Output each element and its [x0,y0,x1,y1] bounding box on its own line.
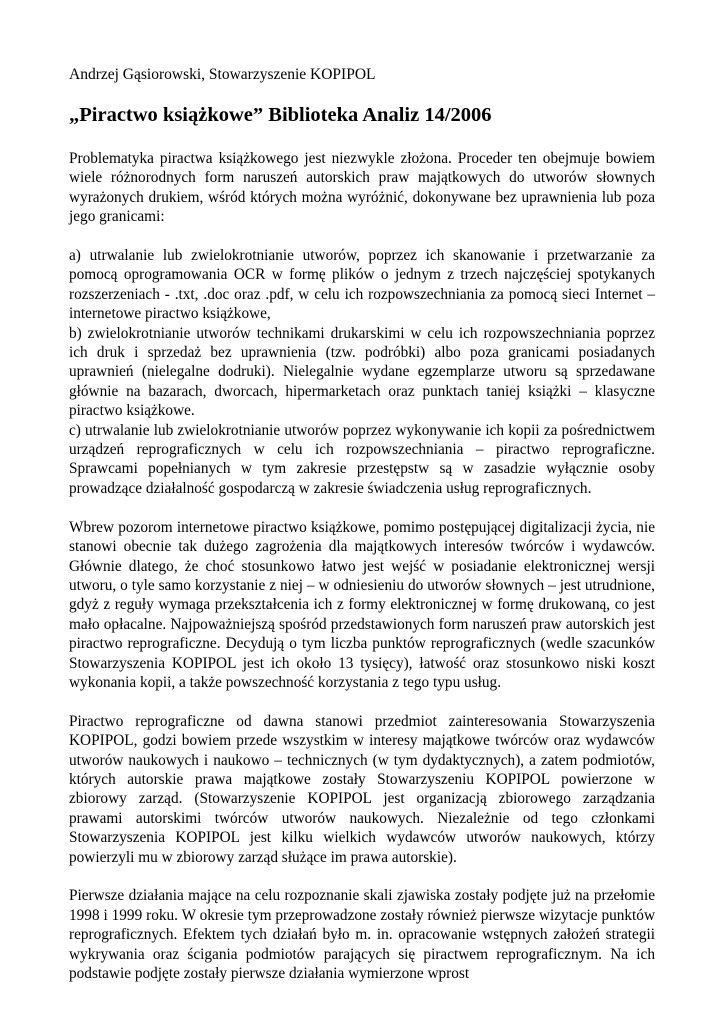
document-title: „Piractwo książkowe” Biblioteka Analiz 14/2006 [69,104,492,126]
author-line: Andrzej Gąsiorowski, Stowarzyszenie KOPIPOL [69,66,376,83]
list-item-c: c) utrwalanie lub zwielokrotnianie utworów poprzez wykonywanie ich kopii za pośrednictwem urządzeń reprograficznych w celu ich rozpowszechniania – piractwo reprograficzne. Sprawcami popełnianych w tym zakresie przestępstw są w zasadzie wyłącznie osoby prowadzące działalność gospodarczą w zakresie świadczenia usług reprograficznych. [69,421,655,497]
list-item-a: a) utrwalanie lub zwielokrotnianie utworów, poprzez ich skanowanie i przetwarzanie za pomocą oprogramowania OCR w formę plików o jednym z trzech najczęściej spotykanych rozszerzeniach - .txt, .doc oraz .pdf, w celu ich rozpowszechniania za pomocą sieci Internet – internetowe piractwo książkowe, [69,247,655,323]
paragraph-internet-piracy: Wbrew pozorom internetowe piractwo książkowe, pomimo postępującej digitalizacji życia, nie stanowi obecnie tak dużego zagrożenia dla majątkowych interesów twórców i wydawców. Głównie dlatego, że choć stosunkowo łatwo jest wejść w posiadanie elektronicznej wersji utworu, o tyle samo korzystanie z niej – w odniesieniu do utworów słownych – jest utrudnione, gdyż z reguły wymaga przekształcenia ich z formy elektronicznej w formę drukowaną, co jest mało opłacalne. Najpoważniejszą spośród przedstawionych form naruszeń praw autorskich jest piractwo reprograficzne. Decydują o tym liczba punktów reprograficznych (wedle szacunków Stowarzyszenia KOPIPOL jest ich około 13 tysięcy), łatwość oraz stosunkowo niski koszt wykonania kopii, a także powszechność korzystania z tego typu usług. [69,518,655,691]
forms-list [69,246,655,498]
paragraph-kopipol-interest: Piractwo reprograficzne od dawna stanowi przedmiot zainteresowania Stowarzyszenia KOPIPOL, godzi bowiem przede wszystkim w interesy majątkowe twórców oraz wydawców utworów naukowych i naukowo – technicznych (w tym dydaktycznych), a zatem podmiotów, których autorskie prawa majątkowe zostały Stowarzyszeniu KOPIPOL powierzone w zbiorowy zarząd. (Stowarzyszenie KOPIPOL jest organizacją zbiorowego zarządzania prawami autorskimi twórców utworów naukowych. Niezależnie od tego członkami Stowarzyszenia KOPIPOL jest kilku wielkich wydawców utworów naukowych, którzy powierzyli mu w zbiorowy zarząd służące im prawa autorskie). [69,712,655,866]
list-item-b: b) zwielokrotnianie utworów technikami drukarskimi w celu ich rozpowszechniania poprzez ich druk i sprzedaż bez uprawnienia (tzw. podróbki) albo poza granicami posiadanych uprawnień (nielegalne dodruki). Nielegalnie wydane egzemplarze utworu są sprzedawane głównie na bazarach, dworcach, hipermarketach oraz punktach taniej książki – klasyczne piractwo książkowe. [69,324,655,420]
intro-paragraph: Problematyka piractwa książkowego jest niezwykle złożona. Proceder ten obejmuje bowiem wiele różnorodnych form naruszeń autorskich praw majątkowych do utworów słownych wyrażonych drukiem, wśród których można wyróżnić, dokonywane bez uprawnienia lub poza jego granicami: [69,150,655,226]
document-page [69,65,655,1003]
paragraph-first-actions: Pierwsze działania mające na celu rozpoznanie skali zjawiska zostały podjęte już na przełomie 1998 i 1999 roku. W okresie tym przeprowadzone zostały również pierwsze wizytacje punktów reprograficznych. Efektem tych działań było m. in. opracowanie wstępnych założeń strategii wykrywania oraz ścigania podmiotów parających się piractwem reprograficznym. Na ich podstawie podjęte zostały pierwsze działania wymierzone wprost [69,887,655,982]
